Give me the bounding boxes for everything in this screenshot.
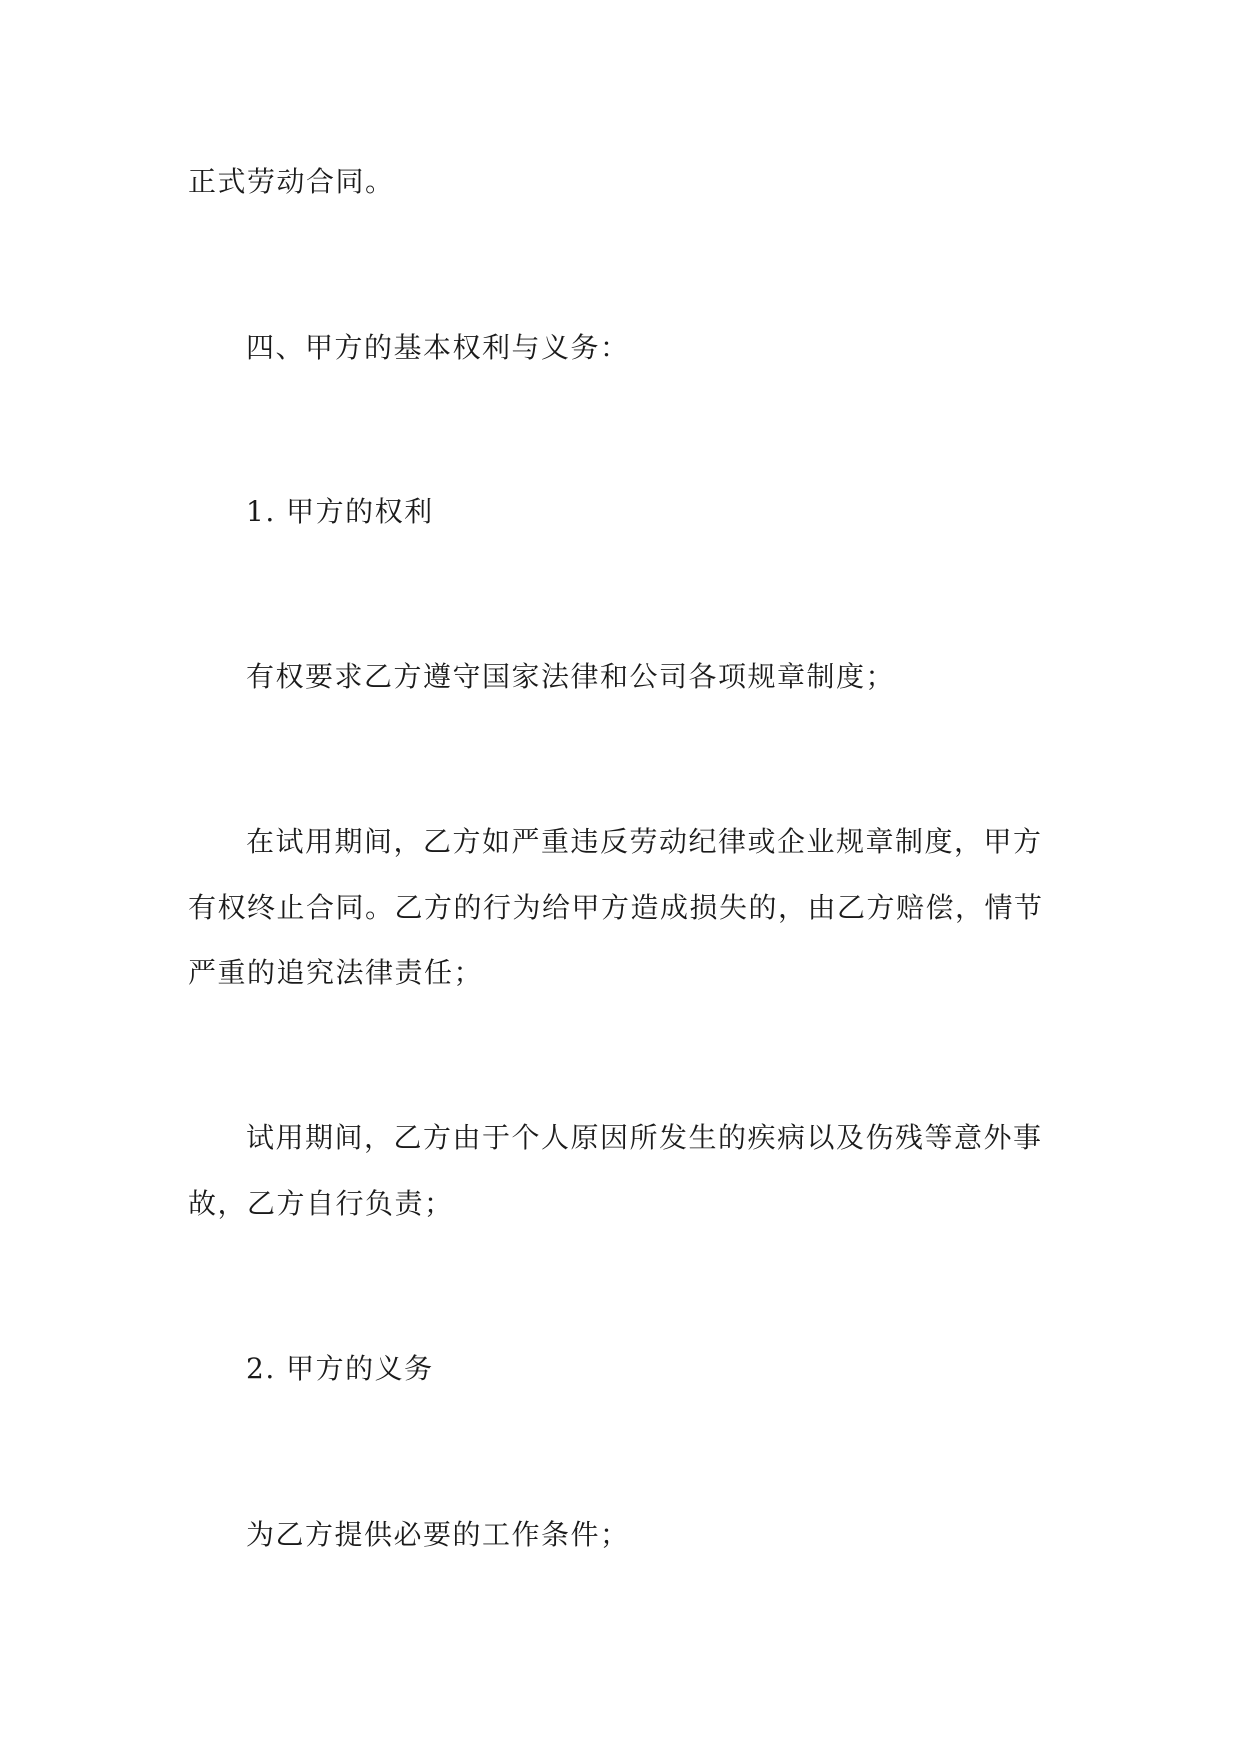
- paragraph-line: 有权要求乙方遵守国家法律和公司各项规章制度；: [246, 660, 896, 693]
- subsection-heading: 2. 甲方的义务: [246, 1352, 434, 1385]
- paragraph-line: 试用期间，乙方由于个人原因所发生的疾病以及伤残等意外事: [246, 1121, 1043, 1154]
- section-heading: 四、甲方的基本权利与义务：: [246, 331, 630, 364]
- subsection-heading: 1. 甲方的权利: [246, 495, 434, 528]
- paragraph-line: 在试用期间，乙方如严重违反劳动纪律或企业规章制度，甲方: [246, 825, 1043, 858]
- paragraph-line: 故，乙方自行负责；: [188, 1187, 454, 1220]
- paragraph-line: 正式劳动合同。: [188, 165, 395, 198]
- paragraph-line: 严重的追究法律责任；: [188, 956, 484, 989]
- paragraph-line: 为乙方提供必要的工作条件；: [246, 1518, 630, 1551]
- paragraph-line: 有权终止合同。乙方的行为给甲方造成损失的，由乙方赔偿，情节: [188, 891, 1044, 924]
